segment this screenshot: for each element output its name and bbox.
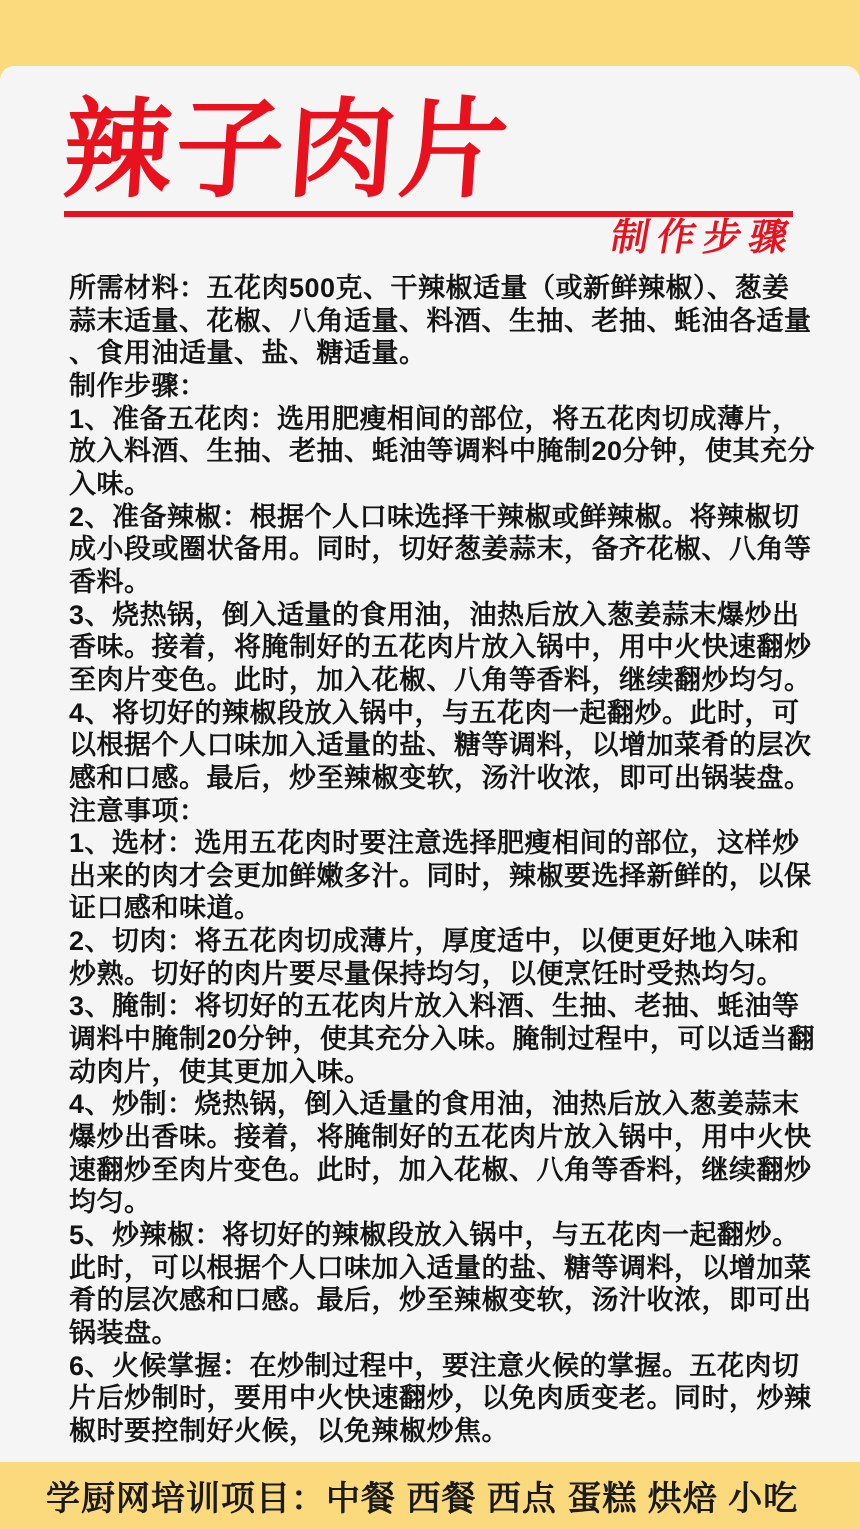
text-line: 蒜末适量、花椒、八角适量、料酒、生抽、老抽、蚝油各适量	[69, 305, 812, 336]
text-line: 椒时要控制好火候，以免辣椒炒焦。	[69, 1415, 509, 1446]
page-subtitle: 制作步骤	[607, 217, 800, 259]
text-line: 感和口感。最后，炒至辣椒变软，汤汁收浓，即可出锅装盘。	[69, 762, 812, 793]
text-line: 注意事项：	[69, 795, 207, 826]
recipe-text	[69, 272, 816, 1448]
text-line: 放入料酒、生抽、老抽、蚝油等调料中腌制20分钟，使其充分	[69, 436, 816, 467]
text-line: 以根据个人口味加入适量的盐、糖等调料，以增加菜肴的层次	[69, 730, 812, 761]
text-line: 证口感和味道。	[69, 893, 262, 924]
page-title: 辣子肉片	[59, 89, 517, 210]
text-line: 动肉片，使其更加入味。	[69, 1056, 372, 1087]
text-line: 6、火候掌握：在炒制过程中，要注意火候的掌握。五花肉切	[69, 1350, 800, 1381]
text-line: 出来的肉才会更加鲜嫩多汁。同时，辣椒要选择新鲜的，以保	[69, 860, 812, 891]
text-line: 1、准备五花肉：选用肥瘦相间的部位，将五花肉切成薄片，	[69, 403, 800, 434]
text-line: 、食用油适量、盐、糖适量。	[69, 338, 427, 369]
text-line: 爆炒出香味。接着，将腌制好的五花肉片放入锅中，用中火快	[69, 1122, 812, 1153]
text-line: 调料中腌制20分钟，使其充分入味。腌制过程中，可以适当翻	[69, 1024, 816, 1055]
text-line: 制作步骤：	[69, 370, 207, 401]
text-line: 速翻炒至肉片变色。此时，加入花椒、八角等香料，继续翻炒	[69, 1154, 812, 1185]
text-line: 3、腌制：将切好的五花肉片放入料酒、生抽、老抽、蚝油等	[69, 991, 800, 1022]
text-line: 2、准备辣椒：根据个人口味选择干辣椒或鲜辣椒。将辣椒切	[69, 501, 800, 532]
text-line: 香料。	[69, 566, 152, 597]
footer-text: 学厨网培训项目：中餐 西餐 西点 蛋糕 烘焙 小吃	[46, 1480, 799, 1518]
text-line: 此时，可以根据个人口味加入适量的盐、糖等调料，以增加菜	[69, 1252, 812, 1283]
text-line: 至肉片变色。此时，加入花椒、八角等香料，继续翻炒均匀。	[69, 664, 812, 695]
footer-band	[0, 1462, 860, 1529]
text-line: 4、将切好的辣椒段放入锅中，与五花肉一起翻炒。此时，可	[69, 697, 800, 728]
text-line: 2、切肉：将五花肉切成薄片，厚度适中，以便更好地入味和	[69, 926, 800, 957]
text-line: 所需材料：五花肉500克、干辣椒适量（或新鲜辣椒）、葱姜	[69, 273, 790, 303]
text-line: 成小段或圈状备用。同时，切好葱姜蒜末，备齐花椒、八角等	[69, 534, 812, 565]
text-line: 入味。	[69, 468, 152, 499]
text-line: 香味。接着，将腌制好的五花肉片放入锅中，用中火快速翻炒	[69, 632, 812, 663]
text-line: 均匀。	[69, 1187, 152, 1218]
text-line: 5、炒辣椒：将切好的辣椒段放入锅中，与五花肉一起翻炒。	[69, 1220, 800, 1251]
text-line: 1、选材：选用五花肉时要注意选择肥瘦相间的部位，这样炒	[69, 828, 800, 859]
text-line: 肴的层次感和口感。最后，炒至辣椒变软，汤汁收浓，即可出	[69, 1285, 812, 1316]
text-line: 片后炒制时，要用中火快速翻炒，以免肉质变老。同时，炒辣	[69, 1383, 812, 1414]
text-line: 锅装盘。	[69, 1318, 179, 1348]
text-line: 3、烧热锅，倒入适量的食用油，油热后放入葱姜蒜末爆炒出	[69, 599, 800, 630]
text-line: 4、炒制：烧热锅，倒入适量的食用油，油热后放入葱姜蒜末	[69, 1089, 800, 1120]
text-line: 炒熟。切好的肉片要尽量保持均匀，以便烹饪时受热均匀。	[69, 958, 784, 989]
